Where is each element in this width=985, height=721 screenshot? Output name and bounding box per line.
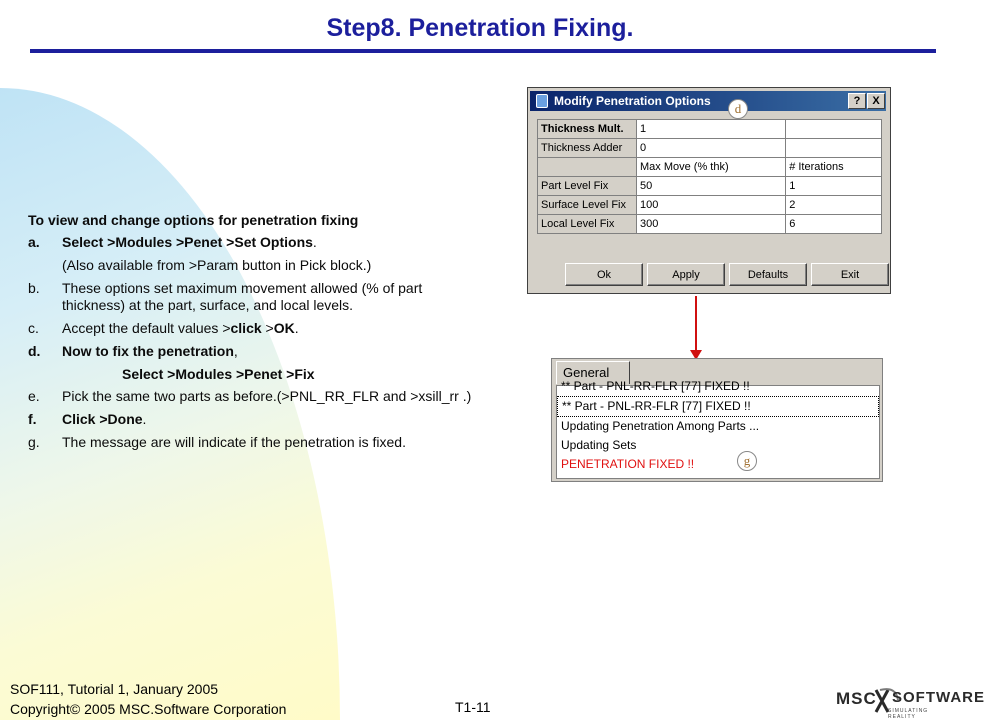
thickness-adder-input[interactable]: 0 bbox=[637, 139, 786, 158]
slide-title: Step8. Penetration Fixing. bbox=[326, 14, 634, 42]
footer-course: SOF111, Tutorial 1, January 2005 bbox=[10, 681, 219, 697]
dialog-buttons bbox=[565, 263, 893, 286]
row-label: Thickness Mult. bbox=[538, 120, 637, 139]
dialog-titlebar[interactable] bbox=[530, 91, 886, 111]
part-max-move-input[interactable]: 50 bbox=[637, 177, 786, 196]
step-b: b. These options set maximum movement allowed (% of part thickness) at the part, surface, and local levels. bbox=[28, 280, 423, 313]
app-icon bbox=[536, 94, 548, 108]
page-number: T1-11 bbox=[455, 699, 491, 715]
dialog-title: Modify Penetration Options bbox=[554, 94, 711, 108]
instructions-intro: To view and change options for penetration fixing bbox=[28, 212, 359, 228]
local-max-move-input[interactable]: 300 bbox=[637, 215, 786, 234]
message-log-window bbox=[551, 358, 883, 482]
msc-logo bbox=[836, 686, 985, 720]
row-label bbox=[538, 158, 637, 177]
log-line: Updating Sets bbox=[561, 438, 637, 452]
column-header-max-move: Max Move (% thk) bbox=[637, 158, 786, 177]
grid-row-thickness-mult bbox=[538, 120, 882, 139]
row-label: Thickness Adder bbox=[538, 139, 637, 158]
logo-tagline: SIMULATING REALITY bbox=[888, 708, 929, 720]
options-grid bbox=[537, 119, 882, 234]
thickness-mult-input[interactable]: 1 bbox=[637, 120, 786, 139]
grid-header-row bbox=[538, 158, 882, 177]
grid-row-part-level bbox=[538, 177, 882, 196]
message-log[interactable] bbox=[556, 379, 880, 479]
defaults-button[interactable]: Defaults bbox=[729, 263, 807, 286]
step-d-command: Select >Modules >Penet >Fix bbox=[122, 366, 315, 382]
grid-row-local-level bbox=[538, 215, 882, 234]
logo-text: MSC bbox=[836, 689, 877, 708]
exit-button[interactable]: Exit bbox=[811, 263, 889, 286]
surface-iterations-input[interactable]: 2 bbox=[786, 196, 882, 215]
column-header-iterations: # Iterations bbox=[786, 158, 882, 177]
row-label: Local Level Fix bbox=[538, 215, 637, 234]
flow-arrow-shaft bbox=[695, 296, 697, 352]
step-d: d. Now to fix the penetration, bbox=[28, 343, 238, 359]
surface-max-move-input[interactable]: 100 bbox=[637, 196, 786, 215]
instructions bbox=[28, 212, 488, 457]
footer bbox=[10, 679, 286, 719]
step-a-note: (Also available from >Param button in Pick block.) bbox=[62, 257, 372, 273]
tab-general[interactable]: General bbox=[556, 361, 630, 384]
log-line: Updating Penetration Among Parts ... bbox=[561, 419, 760, 433]
apply-button[interactable]: Apply bbox=[647, 263, 725, 286]
callout-g: g bbox=[737, 451, 757, 471]
step-e: e. Pick the same two parts as before.(>PNL_RR_FLR and >xsill_rr .) bbox=[28, 388, 472, 404]
log-line: ** Part - PNL-RR-FLR [77] FIXED !! bbox=[561, 379, 750, 393]
local-iterations-input[interactable]: 6 bbox=[786, 215, 882, 234]
log-line-status: PENETRATION FIXED !! bbox=[561, 457, 695, 471]
grid-row-surface-level bbox=[538, 196, 882, 215]
help-button[interactable]: ? bbox=[848, 93, 866, 109]
step-c: c. Accept the default values >click >OK. bbox=[28, 320, 299, 336]
grid-row-thickness-adder bbox=[538, 139, 882, 158]
step-f: f. Click >Done. bbox=[28, 411, 147, 427]
part-iterations-input[interactable]: 1 bbox=[786, 177, 882, 196]
grid-cell[interactable] bbox=[786, 139, 882, 158]
ok-button[interactable]: Ok bbox=[565, 263, 643, 286]
title-divider bbox=[30, 49, 936, 53]
footer-copyright: Copyright© 2005 MSC.Software Corporation bbox=[10, 701, 287, 717]
step-g: g. The message are will indicate if the penetration is fixed. bbox=[28, 434, 406, 450]
logo-text-software: SOFTWARE bbox=[892, 689, 985, 706]
close-button[interactable]: X bbox=[867, 93, 885, 109]
row-label: Surface Level Fix bbox=[538, 196, 637, 215]
grid-cell[interactable] bbox=[786, 120, 882, 139]
callout-d: d bbox=[728, 99, 748, 119]
step-a: a. Select >Modules >Penet >Set Options. bbox=[28, 234, 317, 250]
log-line-selected: ** Part - PNL-RR-FLR [77] FIXED !! bbox=[557, 396, 879, 417]
row-label: Part Level Fix bbox=[538, 177, 637, 196]
modify-penetration-dialog bbox=[527, 87, 891, 294]
